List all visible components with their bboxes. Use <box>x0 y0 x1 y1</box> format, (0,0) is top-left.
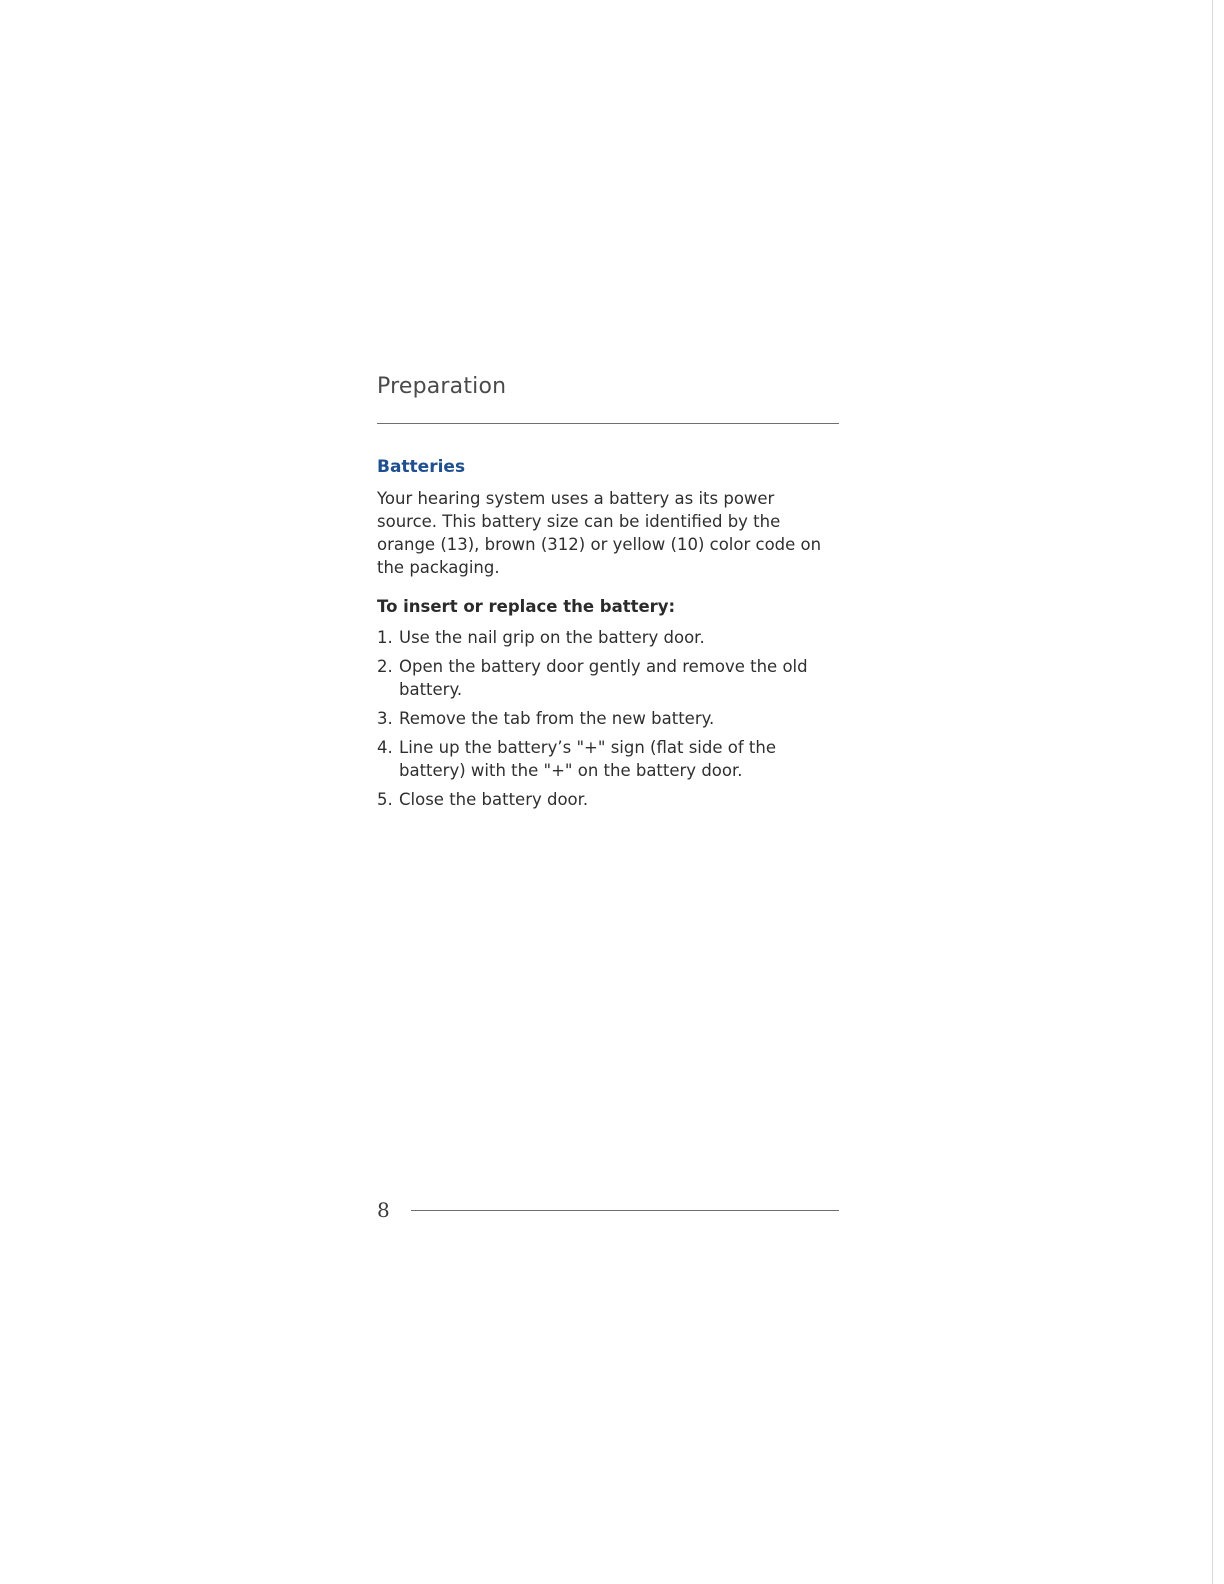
list-item <box>377 626 817 649</box>
page-number: 8 <box>377 1198 390 1222</box>
step-text: Close the battery door. <box>399 790 589 809</box>
step-text: Remove the tab from the new battery. <box>399 709 715 728</box>
footer-divider <box>411 1210 839 1211</box>
list-item <box>377 707 817 730</box>
step-number: 2. <box>377 657 393 676</box>
step-text: Use the nail grip on the battery door. <box>399 628 705 647</box>
instruction-steps <box>377 626 817 817</box>
step-number: 3. <box>377 709 393 728</box>
step-text: Open the battery door gently and remove the old battery. <box>399 657 808 699</box>
instructions-heading: To insert or replace the battery: <box>377 597 676 616</box>
page-edge-line <box>1212 0 1213 1584</box>
batteries-intro: Your hearing system uses a battery as its power source. This battery size can be identified by the orange (13), brown (312) or yellow (10) color code on the packaging. <box>377 489 822 577</box>
batteries-heading: Batteries <box>377 457 466 477</box>
section-title: Preparation <box>377 374 507 399</box>
step-text: Line up the battery’s "+" sign (flat side of the battery) with the "+" on the battery door. <box>399 738 776 780</box>
step-number: 4. <box>377 738 393 757</box>
step-number: 1. <box>377 628 393 647</box>
list-item <box>377 655 817 701</box>
title-divider <box>377 423 839 424</box>
step-number: 5. <box>377 790 393 809</box>
list-item <box>377 788 817 811</box>
list-item <box>377 736 817 782</box>
